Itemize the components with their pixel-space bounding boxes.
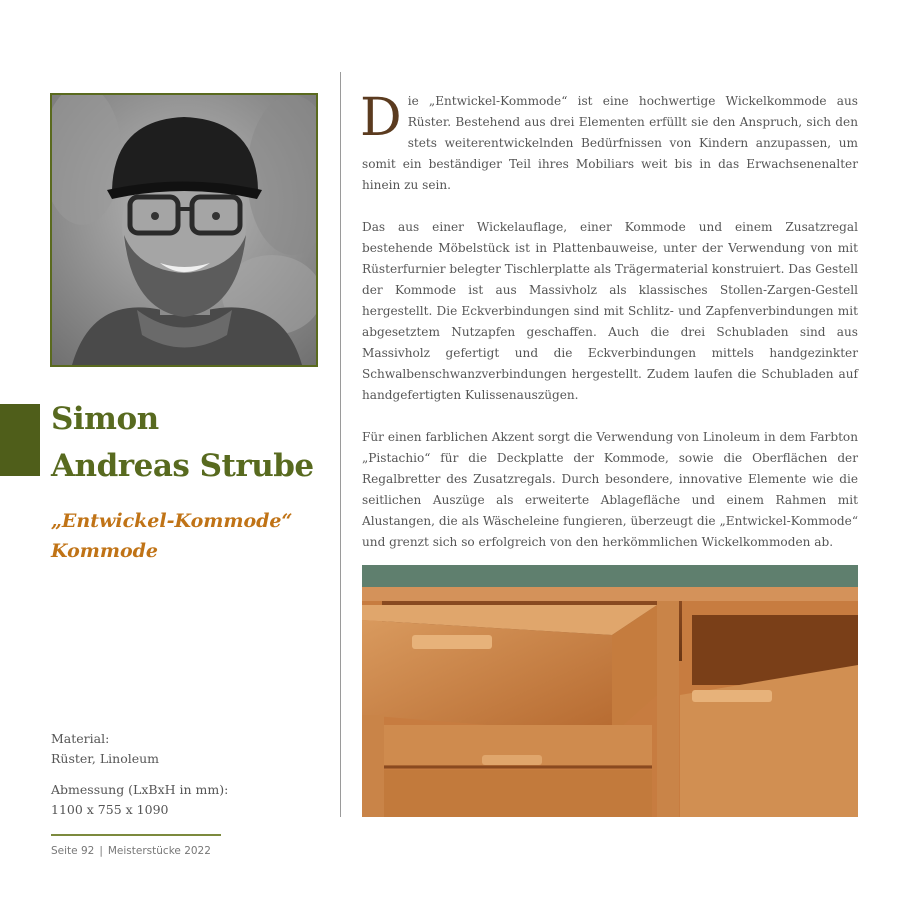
project-type: Kommode (51, 540, 159, 562)
designer-first-name: Simon (51, 401, 159, 437)
product-photo (362, 565, 858, 817)
column-divider (340, 72, 341, 817)
material-value: Rüster, Linoleum (51, 751, 160, 766)
material-label: Material: (51, 731, 110, 746)
footer-separator: | (99, 845, 103, 857)
paragraph-3: Für einen farblichen Akzent sorgt die Verwendung von Linoleum in dem Farbton „Pistachio“ für die Deckplatte der Kommode, sowie die Oberflächen der Regalbretter des Zusatzregals. Durch besondere, innovative Elemente wie die seitlichen Auszüge als erweiterte Ablagefläche und einem Rahmen mit Alustangen, die als Wäscheleine fungieren, überzeugt die „Entwickel-Kommode“ und grenzt sich so erfolgreich von den herkömmlichen Wickelkommoden ab. (362, 430, 858, 549)
project-title-block (51, 506, 292, 566)
drop-cap: D (360, 88, 402, 148)
specifications (51, 729, 228, 820)
dimension-value: 1100 x 755 x 1090 (51, 802, 169, 817)
footer-rule (51, 834, 221, 836)
dimension-label: Abmessung (LxBxH in mm): (51, 782, 229, 797)
accent-bar (0, 404, 40, 476)
portrait-image (52, 95, 316, 365)
paragraph-2: Das aus einer Wickelauflage, einer Kommode und einem Zusatzregal bestehende Möbelstück ist in Plattenbauweise, unter der Verwendung von mit Rüsterfurnier belegter Tischlerplatte als Trägermaterial konstruiert. Das Gestell der Kommode ist aus Massivholz als klassisches Stollen-Zargen-Gestell hergestellt. Die Eckverbindungen sind mit Schlitz- und Zapfenverbindungen mit abgesetztem Nutzapfen geschaffen. Auch die drei Schubladen sind aus Massivholz gefertigt und die Eckverbindungen mittels handgezinkter Schwalbenschwanzverbindungen hergestellt. Zudem laufen die Schubladen auf handgefertigten Kulissenauszügen. (362, 220, 858, 402)
paragraph-1 (360, 88, 858, 196)
designer-portrait (50, 93, 318, 367)
dresser-image (362, 565, 858, 817)
designer-name (51, 396, 314, 490)
article-body (360, 88, 858, 574)
designer-last-name: Andreas Strube (51, 448, 314, 484)
publication-name: Meisterstücke 2022 (107, 845, 211, 857)
page-footer (51, 845, 211, 857)
project-title: „Entwickel-Kommode“ (51, 510, 293, 532)
page-number: Seite 92 (51, 845, 95, 857)
paragraph-1-text: ie „Entwickel-Kommode“ ist eine hochwertige Wickelkommode aus Rüster. Bestehend aus drei Elementen erfüllt sie den Anspruch, sich den stets weiterentwickelnden Bedürfnissen von Kindern anzupassen, um somit ein beständiger Teil ihres Mobiliars weit bis in das Erwachsenenalter hinein zu sein. (362, 94, 858, 192)
